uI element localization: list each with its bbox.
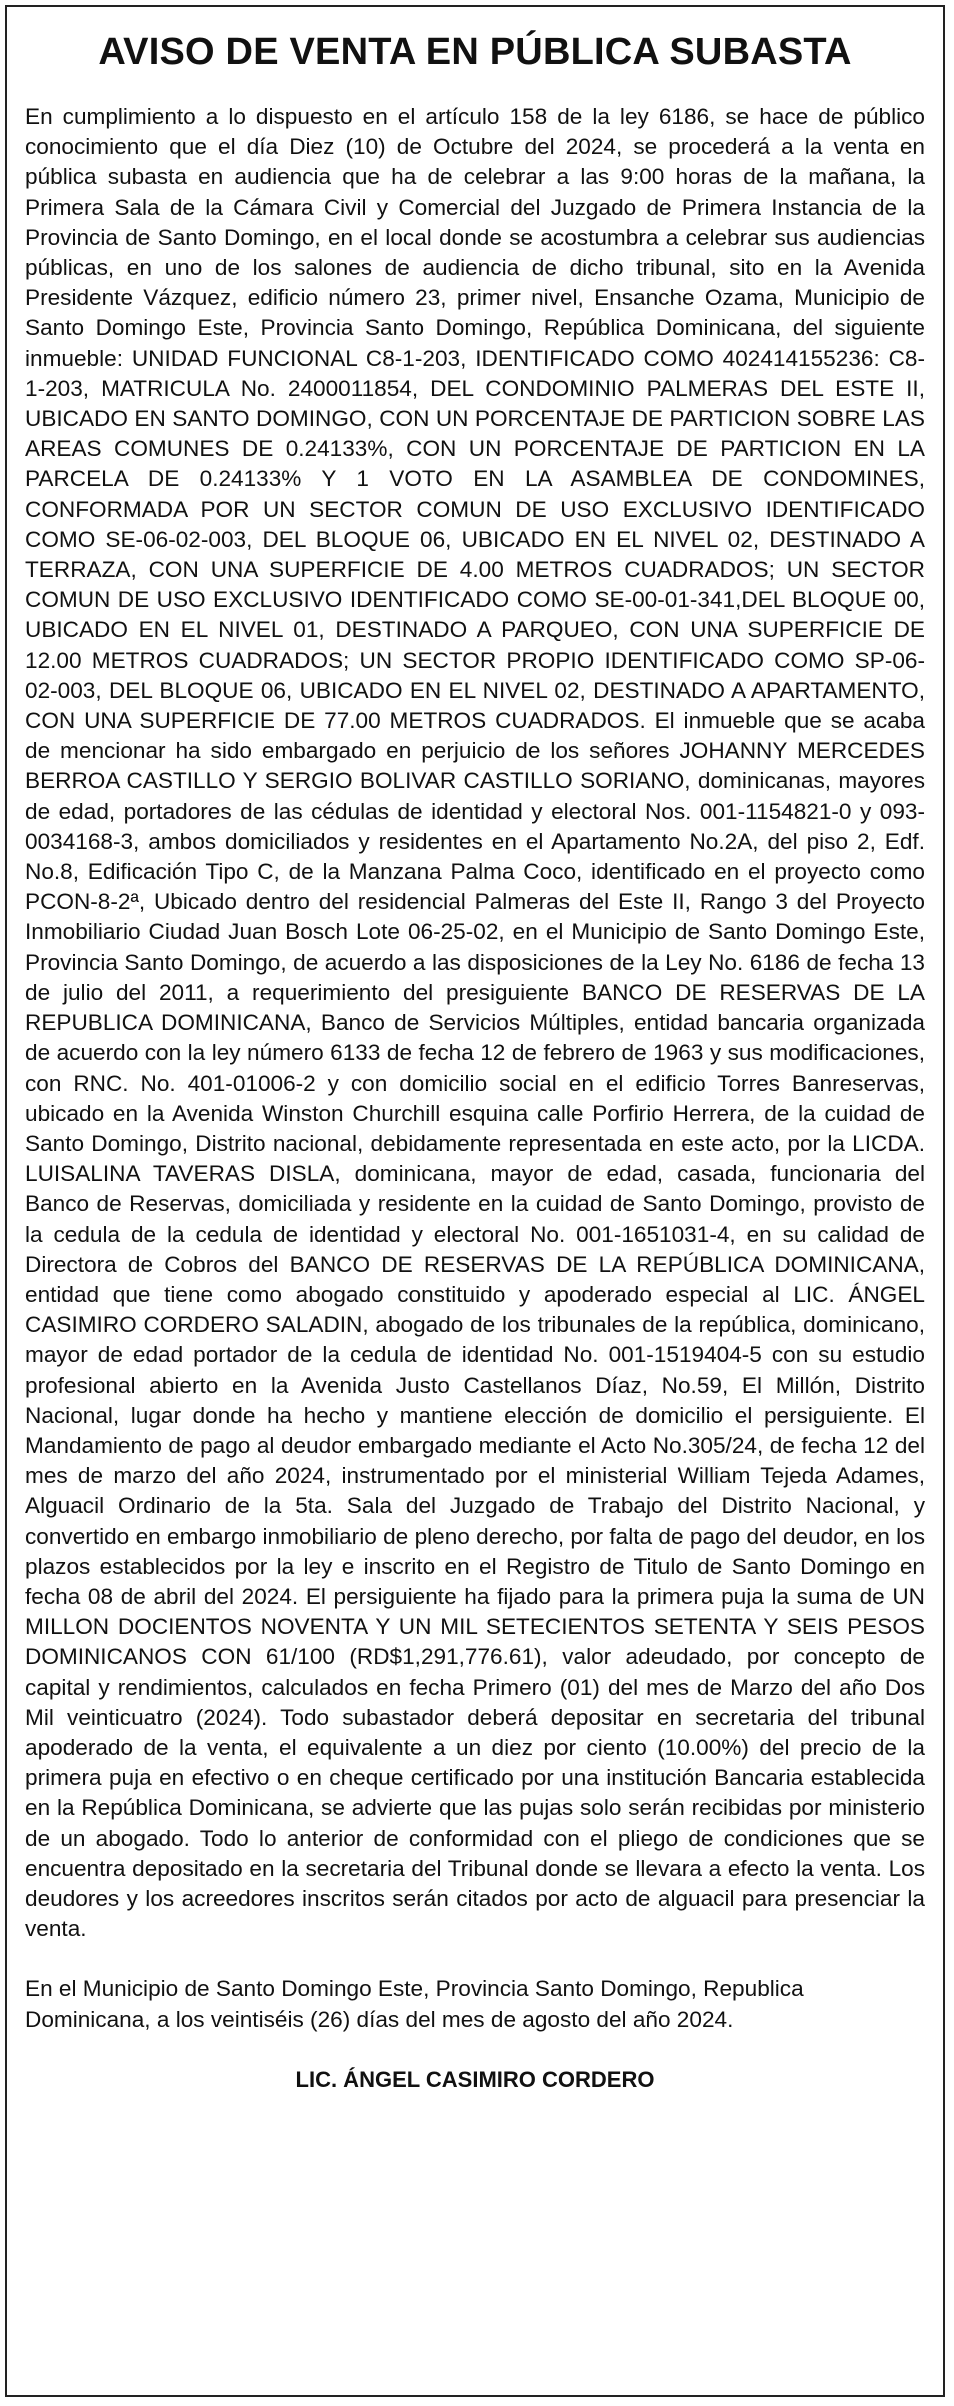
notice-closing: En el Municipio de Santo Domingo Este, Provincia Santo Domingo, Republica Dominicana, a los veintiséis (26) días del mes de agosto del año 2024. <box>25 1976 804 2032</box>
notice-signature: LIC. ÁNGEL CASIMIRO CORDERO <box>295 2066 655 2092</box>
auction-notice <box>5 5 945 2397</box>
notice-body: En cumplimiento a lo dispuesto en el artículo 158 de la ley 6186, se hace de público conocimiento que el día Diez (10) de Octubre del 2024, se procederá a la venta en pública subasta en audiencia que ha de celebrar a las 9:00 horas de la mañana, la Primera Sala de la Cámara Civil y Comercial del Juzgado de Primera Instancia de la Provincia de Santo Domingo, en el local donde se acostumbra a celebrar sus audiencias públicas, en uno de los salones de audiencia de dicho tribunal, sito en la Avenida Presidente Vázquez, edificio número 23, primer nivel, Ensanche Ozama, Municipio de Santo Domingo Este, Provincia Santo Domingo, República Dominicana, del siguiente inmueble: UNIDAD FUNCIONAL C8-1-203, IDENTIFICADO COMO 402414155236: C8-1-203, MATRICULA No. 2400011854, DEL CONDOMINIO PALMERAS DEL ESTE II, UBICADO EN SANTO DOMINGO, CON UN PORCENTAJE DE PARTICION SOBRE LAS AREAS COMUNES DE 0.24133%, CON UN PORCENTAJE DE PARTICION EN LA PARCELA DE 0.24133% Y 1 VOTO EN LA ASAMBLEA DE CONDOMINES, CONFORMADA POR UN SECTOR COMUN DE USO EXCLUSIVO IDENTIFICADO COMO SE-06-02-003, DEL BLOQUE 06, UBICADO EN EL NIVEL 02, DESTINADO A TERRAZA, CON UNA SUPERFICIE DE 4.00 METROS CUADRADOS; UN SECTOR COMUN DE USO EXCLUSIVO IDENTIFICADO COMO SE-00-01-341,DEL BLOQUE 00, UBICADO EN EL NIVEL 01, DESTINADO A PARQUEO, CON UNA SUPERFICIE DE 12.00 METROS CUADRADOS; UN SECTOR PROPIO IDENTIFICADO COMO SP-06-02-003, DEL BLOQUE 06, UBICADO EN EL NIVEL 02, DESTINADO A APARTAMENTO, CON UNA SUPERFICIE DE 77.00 METROS CUADRADOS. El inmueble que se acaba de mencionar ha sido embargado en perjuicio de los señores JOHANNY MERCEDES BERROA CASTILLO Y SERGIO BOLIVAR CASTILLO SORIANO, dominicanas, mayores de edad, portadores de las cédulas de identidad y electoral Nos. 001-1154821-0 y 093-0034168-3, ambos domiciliados y residentes en el Apartamento No.2A, del piso 2, Edf. No.8, Edificación Tipo C, de la Manzana Palma Coco, identificado en el proyecto como PCON-8-2ª, Ubicado dentro del residencial Palmeras del Este II, Rango 3 del Proyecto Inmobiliario Ciudad Juan Bosch Lote 06-25-02, en el Municipio de Santo Domingo Este, Provincia Santo Domingo, de acuerdo a las disposiciones de la Ley No. 6186 de fecha 13 de julio del 2011, a requerimiento del presiguiente BANCO DE RESERVAS DE LA REPUBLICA DOMINICANA, Banco de Servicios Múltiples, entidad bancaria organizada de acuerdo con la ley número 6133 de fecha 12 de febrero de 1963 y sus modificaciones, con RNC. No. 401-01006-2 y con domicilio social en el edificio Torres Banreservas, ubicado en la Avenida Winston Churchill esquina calle Porfirio Herrera, de la cuidad de Santo Domingo, Distrito nacional, debidamente representada en este acto, por la LICDA. LUISALINA TAVERAS DISLA, dominicana, mayor de edad, casada, funcionaria del Banco de Reservas, domiciliada y residente en la cuidad de Santo Domingo, provisto de la cedula de la cedula de identidad y electoral No. 001-1651031-4, en su calidad de Directora de Cobros del BANCO DE RESERVAS DE LA REPÚBLICA DOMINICANA, entidad que tiene como abogado constituido y apoderado especial al LIC. ÁNGEL CASIMIRO CORDERO SALADIN, abogado de los tribunales de la república, dominicano, mayor de edad portador de la cedula de identidad No. 001-1519404-5 con su estudio profesional abierto en la Avenida Justo Castellanos Díaz, No.59, El Millón, Distrito Nacional, lugar donde ha hecho y mantiene elección de domicilio el persiguiente. El Mandamiento de pago al deudor embargado mediante el Acto No.305/24, de fecha 12 del mes de marzo del año 2024, instrumentado por el ministerial William Tejeda Adames, Alguacil Ordinario de la 5ta. Sala del Juzgado de Trabajo del Distrito Nacional, y convertido en embargo inmobiliario de pleno derecho, por falta de pago del deudor, en los plazos establecidos por la ley e inscrito en el Registro de Titulo de Santo Domingo en fecha 08 de abril del 2024. El persiguiente ha fijado para la primera puja la suma de UN MILLON DOCIENTOS NOVENTA Y UN MIL SETECIENTOS SETENTA Y SEIS PESOS DOMINICANOS CON 61/100 (RD$1,291,776.61), valor adeudado, por concepto de capital y rendimientos, calculados en fecha Primero (01) del mes de Marzo del año Dos Mil veinticuatro (2024). Todo subastador deberá depositar en secretaria del tribunal apoderado de la venta, el equivalente a un diez por ciento (10.00%) del precio de la primera puja en efectivo o en cheque certificado por una institución Bancaria establecida en la República Dominicana, se advierte que las pujas solo serán recibidas por ministerio de un abogado. Todo lo anterior de conformidad con el pliego de condiciones que se encuentra depositado en la secretaria del Tribunal donde se llevara a efecto la venta. Los deudores y los acreedores inscritos serán citados por acto de alguacil para presenciar la venta. <box>25 104 925 1942</box>
notice-title: AVISO DE VENTA EN PÚBLICA SUBASTA <box>98 31 852 73</box>
